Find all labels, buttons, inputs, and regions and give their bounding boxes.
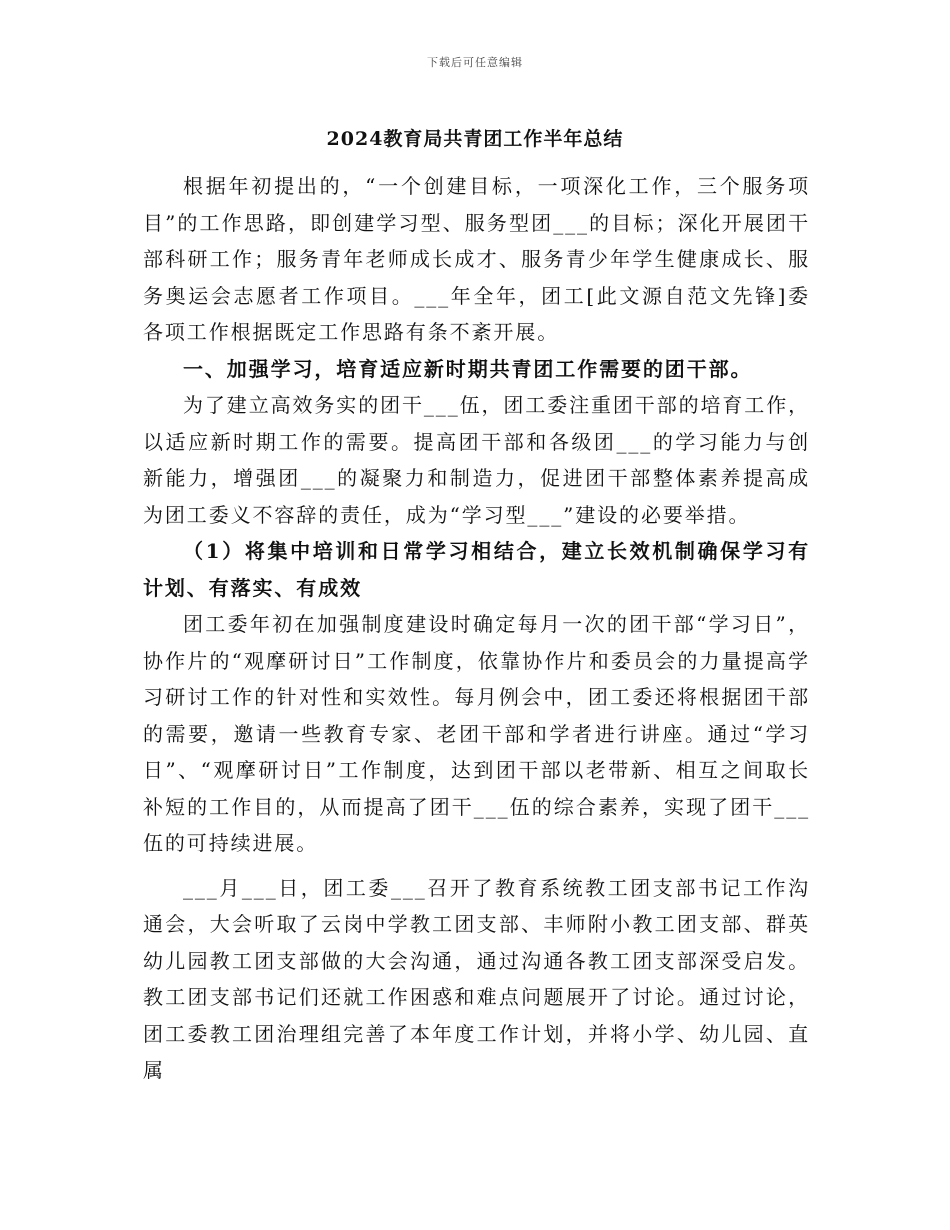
section-1-paragraph: 为了建立高效务实的团干___伍，团工委注重团干部的培育工作，以适应新时期工作的需要。提高团干部和各级团___的学习能力与创新能力，增强团___的凝聚力和制造力，促进团干部整体素养提高成为团工委义不容辞的责任，成为“学习型___”建设的必要举措。 <box>143 393 810 527</box>
subsection-1-paragraph: 团工委年初在加强制度建设时确定每月一次的团干部“学习日”，协作片的“观摩研讨日”工作制度，依靠协作片和委员会的力量提高学习研讨工作的针对性和实效性。每月例会中，团工委还将根据团干部的需要，邀请一些教育专家、老团干部和学者进行讲座。通过“学习日”、“观摩研讨日”工作制度，达到团干部以老带新、相互之间取长补短的工作目的，从而提高了团干___伍的综合素养，实现了团干___伍的可持续进展。 <box>143 612 810 855</box>
intro-paragraph: 根据年初提出的，“一个创建目标，一项深化工作，三个服务项目”的工作思路，即创建学习型、服务型团___的目标；深化开展团干部科研工作；服务青年老师成长成才、服务青少年学生健康成长、服务奥运会志愿者工作项目。___年全年，团工[此文源自范文先锋]委各项工作根据既定工作思路有条不紊开展。 <box>143 174 810 344</box>
document-body <box>143 168 810 1089</box>
meeting-paragraph: ___月___日，团工委___召开了教育系统教工团支部书记工作沟通会，大会听取了云岗中学教工团支部、丰师附小教工团支部、群英幼儿园教工团支部做的大会沟通，通过沟通各教工团支部深受启发。教工团支部书记们还就工作困惑和难点问题展开了讨论。通过讨论，团工委教工团治理组完善了本年度工作计划，并将小学、幼儿园、直属 <box>143 875 810 1082</box>
subsection-heading-1: （1）将集中培训和日常学习相结合，建立长效机制确保学习有计划、有落实、有成效 <box>143 539 810 600</box>
document-title: 2024教育局共青团工作半年总结 <box>326 128 624 150</box>
section-heading-1: 一、加强学习，培育适应新时期共青团工作需要的团干部。 <box>183 356 753 381</box>
header-note: 下载后可任意编辑 <box>427 56 523 69</box>
